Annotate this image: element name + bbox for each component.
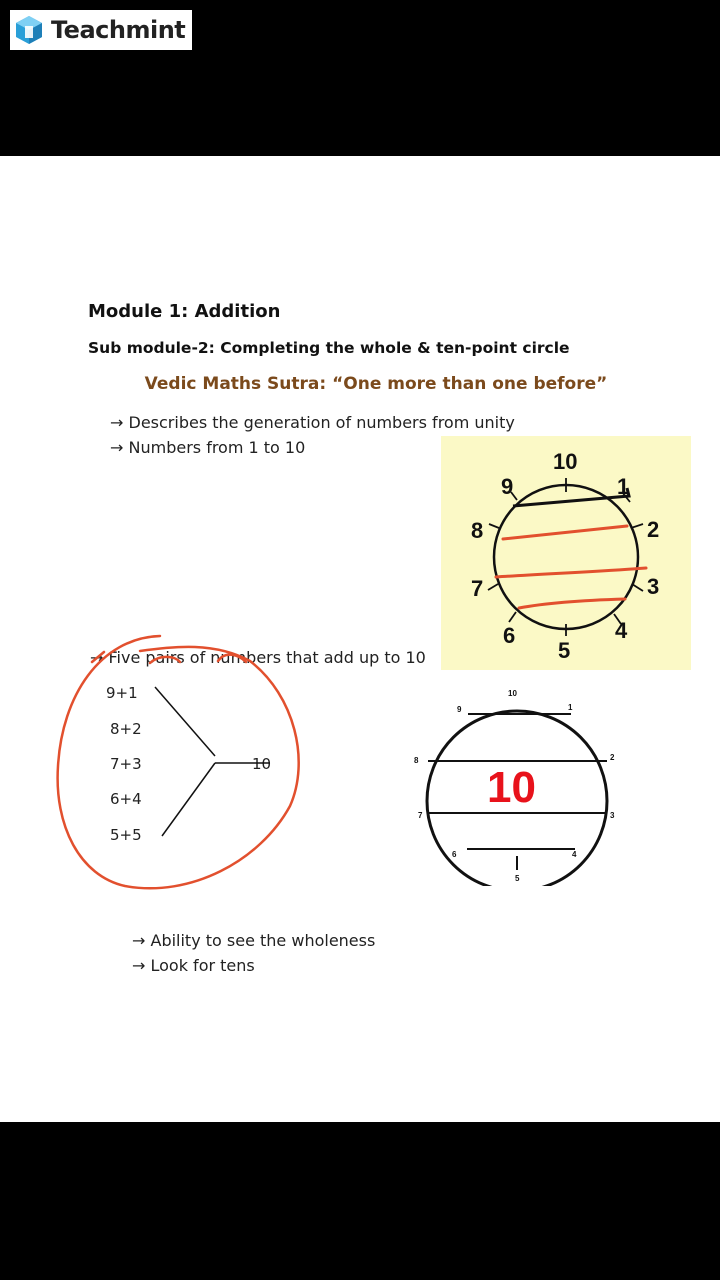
small-label-7: 7 <box>418 811 423 820</box>
large-label-8: 8 <box>471 518 484 543</box>
pair-9-1: 9+1 <box>106 684 138 702</box>
large-label-7: 7 <box>471 576 484 601</box>
bullet-look-for-tens: → Look for tens <box>132 956 255 975</box>
sutra-heading: Vedic Maths Sutra: “One more than one before” <box>144 374 608 394</box>
large-label-9: 9 <box>501 474 514 499</box>
cube-logo-icon <box>13 14 45 46</box>
large-label-4: 4 <box>615 618 628 643</box>
slide-page <box>0 156 720 1122</box>
pair-8-2: 8+2 <box>110 720 142 738</box>
bullet-generation: → Describes the generation of numbers from unity <box>110 413 515 432</box>
small-label-8: 8 <box>414 756 419 765</box>
large-label-6: 6 <box>503 623 516 648</box>
small-label-6: 6 <box>452 850 457 859</box>
pairs-heading: → Five pairs of numbers that add up to 10 <box>90 648 426 667</box>
brand-name: Teachmint <box>51 16 186 44</box>
small-label-4: 4 <box>572 850 577 859</box>
pair-6-4: 6+4 <box>110 790 142 808</box>
module-title: Module 1: Addition <box>88 301 281 322</box>
ten-point-circle-annotated <box>441 436 691 670</box>
small-label-10: 10 <box>508 689 517 698</box>
teachmint-logo <box>10 10 192 50</box>
small-label-3: 3 <box>610 811 615 820</box>
pair-7-3: 7+3 <box>110 755 142 773</box>
bullet-wholeness: → Ability to see the wholeness <box>132 931 376 950</box>
small-label-5: 5 <box>515 874 520 883</box>
large-label-1: 1 <box>617 474 630 499</box>
small-label-1: 1 <box>568 703 573 712</box>
small-label-2: 2 <box>610 753 615 762</box>
pair-5-5: 5+5 <box>110 826 142 844</box>
pairs-total: 10 <box>252 755 272 773</box>
small-label-9: 9 <box>457 705 462 714</box>
large-label-2: 2 <box>647 517 660 542</box>
submodule-title: Sub module-2: Completing the whole & ten-point circle <box>88 339 570 357</box>
large-label-5: 5 <box>558 638 571 663</box>
ten-point-circle <box>410 686 620 886</box>
bullet-numbers: → Numbers from 1 to 10 <box>110 438 306 457</box>
large-label-10: 10 <box>553 449 578 474</box>
small-center-value: 10 <box>487 763 536 812</box>
large-label-3: 3 <box>647 574 660 599</box>
